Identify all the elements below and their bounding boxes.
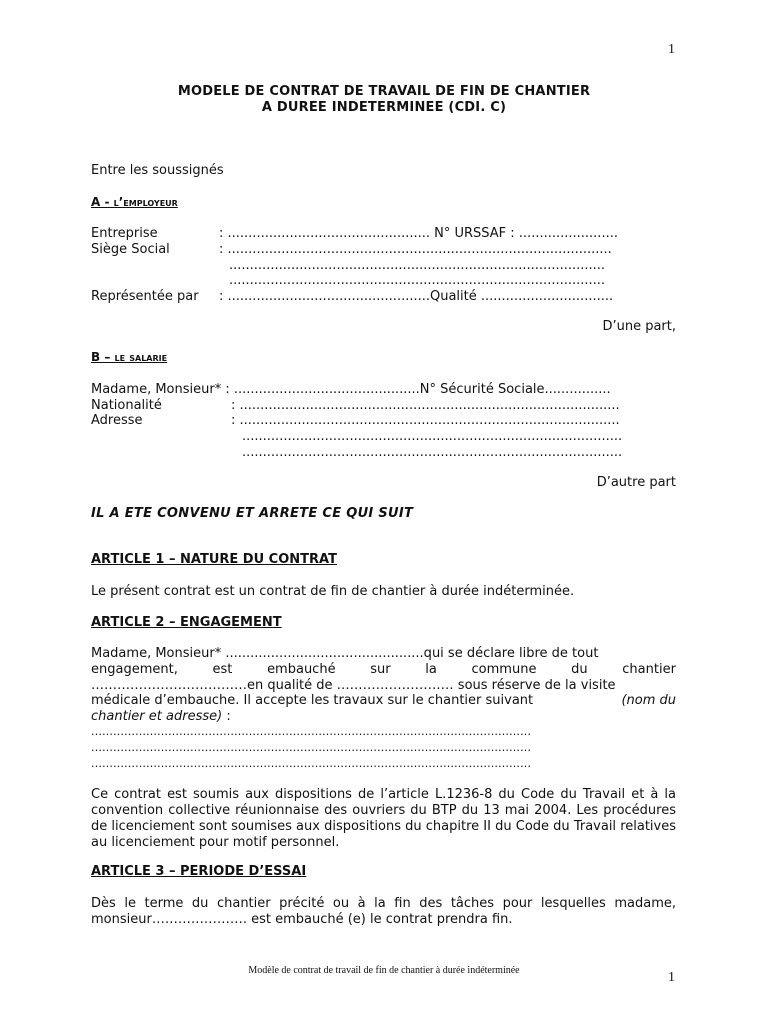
article2-line3: ………………………………en qualité de ……………………… sous réserve de la visite <box>91 678 616 693</box>
employee-heading: B – le salarie <box>91 350 168 364</box>
siege-field-line1: : ............................................................................................. <box>219 242 612 257</box>
article1-heading: ARTICLE 1 – NATURE DU CONTRAT <box>91 552 337 567</box>
page-number-bottom: 1 <box>668 970 675 985</box>
first-party-text: D’une part, <box>602 319 676 334</box>
siege-label: Siège Social <box>91 242 170 257</box>
intro-text: Entre les soussignés <box>91 163 224 178</box>
article2-line4-italic: (nom du <box>621 693 676 708</box>
article2-heading: ARTICLE 2 – ENGAGEMENT <box>91 615 282 630</box>
article2-word: la <box>425 662 437 677</box>
siege-field-line3: ........................................................................................... <box>229 273 606 288</box>
adresse-label: Adresse <box>91 413 143 428</box>
page-number-top: 1 <box>668 42 675 57</box>
page-footer: Modèle de contrat de travail de fin de chantier à durée indéterminée <box>248 965 520 976</box>
article2-word: chantier <box>622 662 676 677</box>
employer-heading: A - l’employeur <box>91 195 178 209</box>
adresse-field-line2: ............................................................................................ <box>242 429 623 444</box>
article2-word: commune <box>471 662 537 677</box>
article2-line2 <box>91 662 676 677</box>
nationalite-field: : ............................................................................................ <box>231 398 620 413</box>
article2-line5 <box>91 709 231 724</box>
entreprise-field: : ................................................. N° URSSAF : ........................ <box>219 226 618 241</box>
article2-line5-rest: : <box>222 709 231 724</box>
article2-dots-line1: ………………………………………………………………………………………………………… <box>91 725 531 738</box>
article3-heading: ARTICLE 3 – PERIODE D’ESSAI <box>91 864 307 879</box>
article2-word: embauché <box>267 662 336 677</box>
article2-word: du <box>571 662 588 677</box>
article2-line4-text: médicale d’embauche. Il accepte les travaux sur le chantier suivant <box>91 693 534 708</box>
document-title-line1: MODELE DE CONTRAT DE TRAVAIL DE FIN DE CHANTIER <box>177 84 591 99</box>
article2-line4 <box>91 693 676 708</box>
article1-text: Le présent contrat est un contrat de fin de chantier à durée indéterminée. <box>91 584 575 599</box>
representee-field: : .................................................Qualité ................................ <box>219 289 614 304</box>
article2-line5-italic: chantier et adresse) <box>91 709 223 724</box>
article2-word: engagement, <box>91 662 178 677</box>
article2-dots-line3: ………………………………………………………………………………………………………… <box>91 757 531 770</box>
adresse-field-line3: ............................................................................................ <box>242 445 623 460</box>
representee-label: Représentée par <box>91 289 199 304</box>
nationalite-label: Nationalité <box>91 398 162 413</box>
article3-paragraph: Dès le terme du chantier précité ou à la fin des tâches pour lesquelles madame, monsieur…………………. est embauché (e) le contrat prendra fin. <box>91 896 676 927</box>
employee-name-field: Madame, Monsieur* : .............................................N° Sécurité Sociale................ <box>91 382 611 397</box>
second-party-text: D’autre part <box>596 475 676 490</box>
entreprise-label: Entreprise <box>91 226 158 241</box>
article2-word: est <box>212 662 233 677</box>
agreement-statement: IL A ETE CONVENU ET ARRETE CE QUI SUIT <box>91 506 414 521</box>
article2-paragraph: Ce contrat est soumis aux dispositions de l’article L.1236-8 du Code du Travail et à la convention collective réunionnaise des ouvriers du BTP du 13 mai 2004. Les procédures de licenciement sont soumises aux dispositions du chapitre II du Code du Travail relatives au licenciement pour motif personnel. <box>91 787 676 850</box>
document-title-line2: A DUREE INDETERMINEE (CDI. C) <box>261 100 507 115</box>
siege-field-line2: ........................................................................................... <box>229 258 606 273</box>
article2-line1: Madame, Monsieur* ................................................qui se déclare libre de tout <box>91 646 599 661</box>
adresse-field-line1: : ............................................................................................ <box>231 413 620 428</box>
article2-word: sur <box>370 662 391 677</box>
article2-dots-line2: ………………………………………………………………………………………………………… <box>91 741 531 754</box>
